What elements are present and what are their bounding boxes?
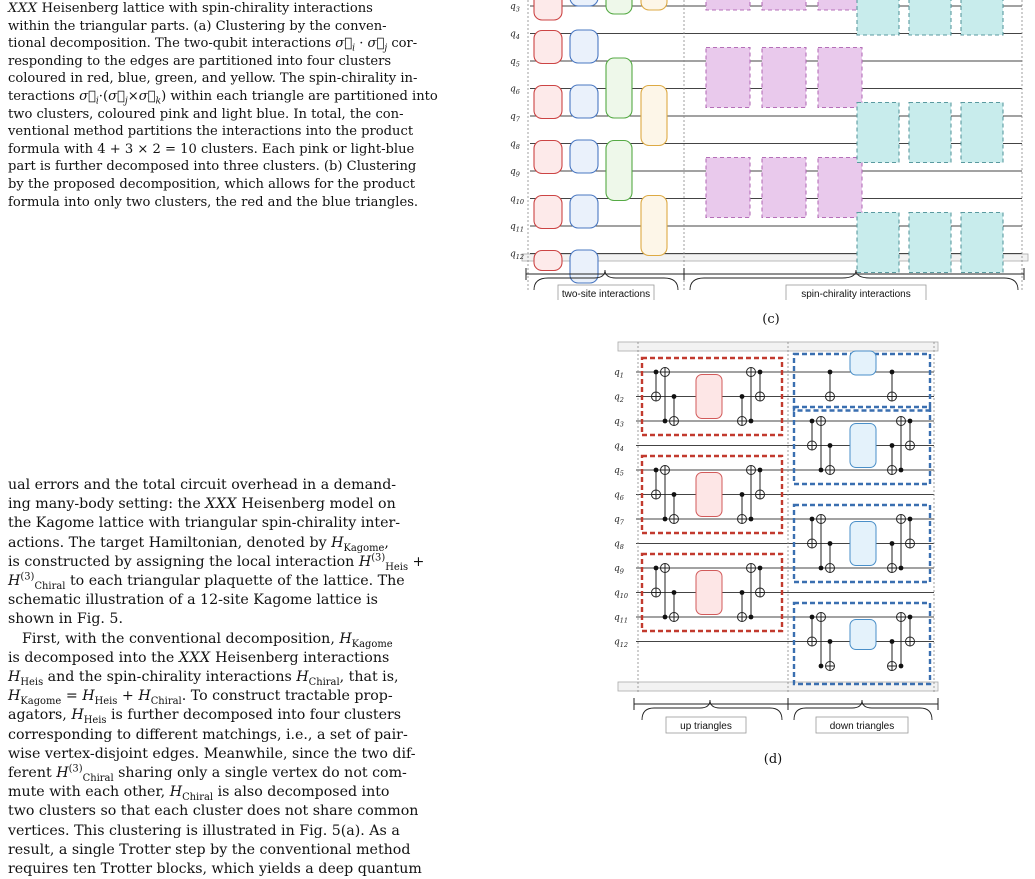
pink-chirality-block [818, 48, 862, 108]
panel-label-c: (c) [762, 312, 780, 327]
control-dot [890, 443, 895, 448]
chiral-gate-down [850, 351, 876, 375]
control-dot [654, 370, 659, 375]
body-line: First, with the conventional decomposition, $H_{Kagome}$ [22, 630, 393, 650]
cyan-chirality-block [857, 103, 899, 163]
control-dot [654, 566, 659, 571]
control-dot [890, 370, 895, 375]
cyan-chirality-block [857, 213, 899, 273]
control-dot [908, 615, 913, 620]
pink-chirality-block [762, 0, 806, 10]
cyan-chirality-block [909, 103, 951, 163]
qubit-label: $q_2$ [614, 392, 624, 404]
qubit-label: $q_7$ [614, 515, 624, 527]
control-dot [828, 541, 833, 546]
blue-gate [570, 140, 598, 173]
blue-gate [570, 85, 598, 118]
chiral-gate-down [850, 620, 876, 650]
control-dot [828, 370, 833, 375]
control-dot [740, 492, 745, 497]
qubit-label: $q_5$ [614, 466, 624, 478]
control-dot [890, 541, 895, 546]
blue-gate [570, 0, 598, 6]
control-dot [663, 419, 668, 424]
body-line: mute with each other, $H_{Chiral}$ is also decomposed into [8, 784, 390, 804]
blue-gate [570, 30, 598, 63]
qubit-label: $q_6$ [614, 490, 624, 502]
yellow-gate [641, 0, 667, 10]
body-line: two clusters so that each cluster does not share common [8, 803, 419, 820]
control-dot [758, 468, 763, 473]
control-dot [810, 517, 815, 522]
yellow-gate [641, 86, 667, 146]
control-dot [819, 468, 824, 473]
control-dot [672, 590, 677, 595]
chiral-gate-up [696, 473, 722, 517]
qubit-label: $q_7$ [510, 112, 520, 124]
qubit-label: $q_1$ [614, 368, 624, 380]
control-dot [663, 517, 668, 522]
pink-chirality-block [762, 48, 806, 108]
qubit-label: $q_9$ [510, 167, 520, 179]
red-gate [534, 196, 562, 229]
qubit-label: $q_{12}$ [510, 249, 525, 261]
panel-label-d: (d) [763, 752, 783, 767]
body-line: $H_{Heis}$ and the spin-chirality interactions $H_{Chiral}$, that is, [8, 669, 399, 688]
caption-line: responding to the edges are partitioned into four clusters [8, 53, 392, 69]
control-dot [672, 394, 677, 399]
qubit-label: $q_{11}$ [510, 222, 525, 234]
red-gate [534, 31, 562, 64]
body-line: the Kagome lattice with triangular spin-chirality inter- [8, 515, 401, 532]
caption-line: formula into only two clusters, the red and the blue triangles. [8, 194, 419, 210]
right-column [508, 0, 1035, 784]
control-dot [749, 517, 754, 522]
left-column [0, 0, 500, 878]
qubit-label: $q_8$ [614, 539, 624, 551]
body-line: schematic illustration of a 12-site Kagome lattice is [8, 592, 378, 609]
red-gate [534, 86, 562, 119]
caption-line: ventional method partitions the interactions into the product [8, 124, 414, 140]
control-dot [899, 664, 904, 669]
body-line: actions. The target Hamiltonian, denoted by $H_{Kagome}$, [8, 534, 389, 554]
body-line: vertices. This clustering is illustrated in Fig. 5(a). As a [8, 822, 400, 839]
chiral-gate-down [850, 424, 876, 468]
circuit-panel-c [508, 0, 1035, 300]
qubit-label: $q_8$ [510, 139, 520, 151]
control-dot [908, 419, 913, 424]
red-gate [534, 0, 562, 20]
body-line: agators, $H_{Heis}$ is further decomposed into four clusters [8, 707, 402, 727]
body-line: requires ten Trotter blocks, which yields a deep quantum [8, 861, 422, 878]
qubit-label: $q_{10}$ [510, 194, 525, 206]
caption-line: coloured in red, blue, green, and yellow. The spin-chirality in- [8, 71, 418, 87]
control-dot [758, 370, 763, 375]
caption-line: XXX Heisenberg lattice with spin-chirality interactions [8, 1, 373, 16]
body-line: corresponding to different matchings, i.e., a set of pair- [8, 726, 408, 743]
chiral-gate-up [696, 375, 722, 419]
qubit-label: $q_{10}$ [614, 588, 629, 600]
caption-line: teractions $\sigma⃗_i\cdot(\sigma⃗_j\times\sigma⃗_k)$ within each triangle are partitioned into [8, 88, 438, 107]
chiral-gate-up [696, 571, 722, 615]
control-dot [899, 468, 904, 473]
control-dot [890, 639, 895, 644]
cyan-chirality-block [961, 213, 1003, 273]
body-line: wise vertex-disjoint edges. Meanwhile, since the two dif- [8, 745, 416, 762]
control-dot [819, 566, 824, 571]
circuit-panel-d [608, 340, 948, 750]
body-line: result, a single Trotter step by the conventional method [8, 841, 411, 858]
qubit-label: $q_{12}$ [614, 637, 629, 649]
body-line: ferent $H^{(3)}_{Chiral}$ sharing only a single vertex do not com- [8, 763, 407, 784]
control-dot [908, 517, 913, 522]
label-up-triangles: up triangles [680, 721, 732, 732]
caption-line: part is further decomposed into three clusters. (b) Clustering [8, 159, 417, 175]
label-down-triangles: down triangles [829, 721, 895, 732]
cyan-chirality-block [909, 0, 951, 35]
qubit-label: $q_{11}$ [614, 613, 629, 625]
control-dot [810, 419, 815, 424]
green-gate [606, 141, 632, 201]
body-line: is decomposed into the XXX Heisenberg interactions [8, 649, 390, 666]
body-line: shown in Fig. 5. [8, 611, 123, 628]
qubit-label: $q_3$ [614, 417, 624, 429]
control-dot [828, 443, 833, 448]
control-dot [899, 566, 904, 571]
control-dot [749, 419, 754, 424]
cyan-chirality-block [909, 213, 951, 273]
green-gate [606, 58, 632, 118]
caption-line: within the triangular parts. (a) Clustering by the conven- [8, 18, 387, 34]
label-spin-chirality: spin-chirality interactions [801, 289, 911, 300]
body-line: is constructed by assigning the local interaction $H^{(3)}_{Heis}$ + [8, 552, 425, 573]
control-dot [758, 566, 763, 571]
red-gate [534, 251, 562, 271]
pink-chirality-block [818, 0, 862, 10]
pink-chirality-block [706, 48, 750, 108]
yellow-gate [641, 196, 667, 256]
qubit-label: $q_5$ [510, 57, 520, 69]
caption-line: tional decomposition. The two-qubit interactions $\sigma⃗_i$ · $\sigma⃗_j$ cor- [8, 36, 418, 54]
control-dot [740, 590, 745, 595]
blue-gate [570, 195, 598, 228]
qubit-label: $q_4$ [614, 441, 624, 453]
body-line: $H_{Kagome} = H_{Heis} + H_{Chiral}$. To construct tractable prop- [8, 688, 393, 708]
body-line: ual errors and the total circuit overhead in a demand- [8, 477, 397, 493]
green-gate [606, 0, 632, 14]
control-dot [740, 394, 745, 399]
caption-line: by the proposed decomposition, which allows for the product [8, 176, 415, 192]
control-dot [819, 664, 824, 669]
cyan-chirality-block [961, 0, 1003, 35]
control-dot [749, 615, 754, 620]
control-dot [828, 639, 833, 644]
caption-line: formula with 4 + 3 × 2 = 10 clusters. Each pink or light-blue [8, 141, 415, 157]
control-dot [654, 468, 659, 473]
pink-chirality-block [706, 0, 750, 10]
cyan-chirality-block [857, 0, 899, 35]
frame-bar [618, 342, 938, 351]
cyan-chirality-block [961, 103, 1003, 163]
figure-caption [8, 0, 500, 211]
caption-line: two clusters, coloured pink and light blue. In total, the con- [8, 106, 404, 122]
pink-chirality-block [818, 158, 862, 218]
red-gate [534, 141, 562, 174]
pink-chirality-block [706, 158, 750, 218]
body-text [8, 476, 500, 879]
body-line: ing many-body setting: the XXX Heisenberg model on [8, 496, 396, 513]
chiral-gate-down [850, 522, 876, 566]
body-line: $H^{(3)}_{Chiral}$ to each triangular plaquette of the lattice. The [8, 571, 405, 592]
control-dot [672, 492, 677, 497]
control-dot [663, 615, 668, 620]
label-two-site: two-site interactions [561, 289, 651, 300]
qubit-label: $q_4$ [510, 29, 520, 41]
qubit-label: $q_3$ [510, 2, 520, 14]
qubit-label: $q_6$ [510, 84, 520, 96]
qubit-label: $q_9$ [614, 564, 624, 576]
pink-chirality-block [762, 158, 806, 218]
control-dot [810, 615, 815, 620]
